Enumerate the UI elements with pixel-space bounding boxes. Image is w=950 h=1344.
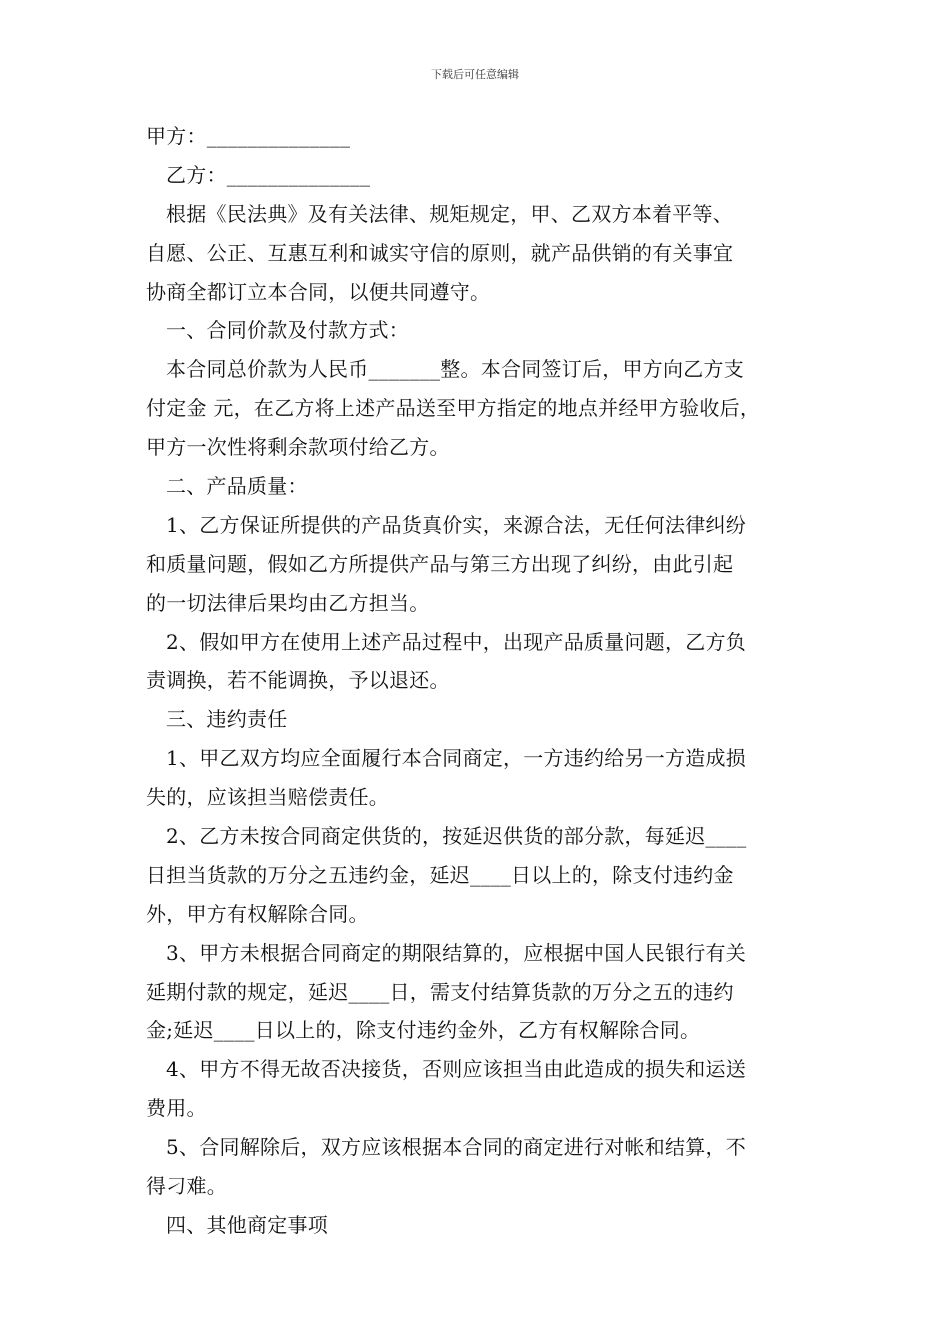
preamble-line: 根据《民法典》及有关法律、规矩规定，甲、乙双方本着平等、 <box>166 201 733 226</box>
clause-line: 金;延迟____日以上的，除支付违约金外，乙方有权解除合同。 <box>146 1018 701 1043</box>
clause-line: 和质量问题，假如乙方所提供产品与第三方出现了纠纷，由此引起 <box>146 551 734 576</box>
party-a-line: 甲方：______________ <box>146 124 351 148</box>
section-heading-other: 四、其他商定事项 <box>166 1212 328 1237</box>
party-b-line: 乙方：______________ <box>166 162 371 187</box>
preamble-line: 自愿、公正、互惠互利和诚实守信的原则，就产品供销的有关事宜 <box>146 240 734 265</box>
paragraph-line: 付定金 元，在乙方将上述产品送至甲方指定的地点并经甲方验收后， <box>146 396 761 421</box>
contract-body <box>146 117 814 1245</box>
clause-line: 费用。 <box>146 1096 207 1121</box>
paragraph-line: 甲方一次性将剩余款项付给乙方。 <box>146 435 450 460</box>
clause-line: 责调换，若不能调换，予以退还。 <box>146 668 450 693</box>
clause-line: 延期付款的规定，延迟____日，需支付结算货款的万分之五的违约 <box>146 979 734 1004</box>
clause-line: 日担当货款的万分之五违约金，延迟____日以上的，除支付违约金 <box>146 862 734 887</box>
section-heading-liability: 三、违约责任 <box>166 707 288 732</box>
clause-line: 2、乙方未按合同商定供货的，按延迟供货的部分款，每延迟____ <box>166 824 747 849</box>
section-heading-price: 一、合同价款及付款方式： <box>166 318 409 343</box>
clause-line: 失的，应该担当赔偿责任。 <box>146 785 389 810</box>
clause-line: 4、甲方不得无故否决接货，否则应该担当由此造成的损失和运送 <box>166 1057 746 1082</box>
preamble-line: 协商全都订立本合同，以便共同遵守。 <box>146 279 491 304</box>
clause-line: 1、乙方保证所提供的产品货真价实，来源合法，无任何法律纠纷 <box>166 512 746 537</box>
clause-line: 得刁难。 <box>146 1174 227 1199</box>
clause-line: 5、合同解除后，双方应该根据本合同的商定进行对帐和结算，不 <box>166 1135 746 1160</box>
paragraph-line: 本合同总价款为人民币_______整。本合同签订后，甲方向乙方支 <box>166 357 744 382</box>
clause-line: 1、甲乙双方均应全面履行本合同商定，一方违约给另一方造成损 <box>166 746 746 771</box>
clause-line: 2、假如甲方在使用上述产品过程中，出现产品质量问题，乙方负 <box>166 629 746 654</box>
page-header-note: 下载后可任意编辑 <box>431 68 519 81</box>
clause-line: 外，甲方有权解除合同。 <box>146 901 369 926</box>
clause-line: 3、甲方未根据合同商定的期限结算的，应根据中国人民银行有关 <box>166 940 746 965</box>
clause-line: 的一切法律后果均由乙方担当。 <box>146 590 430 615</box>
section-heading-quality: 二、产品质量： <box>166 474 308 499</box>
